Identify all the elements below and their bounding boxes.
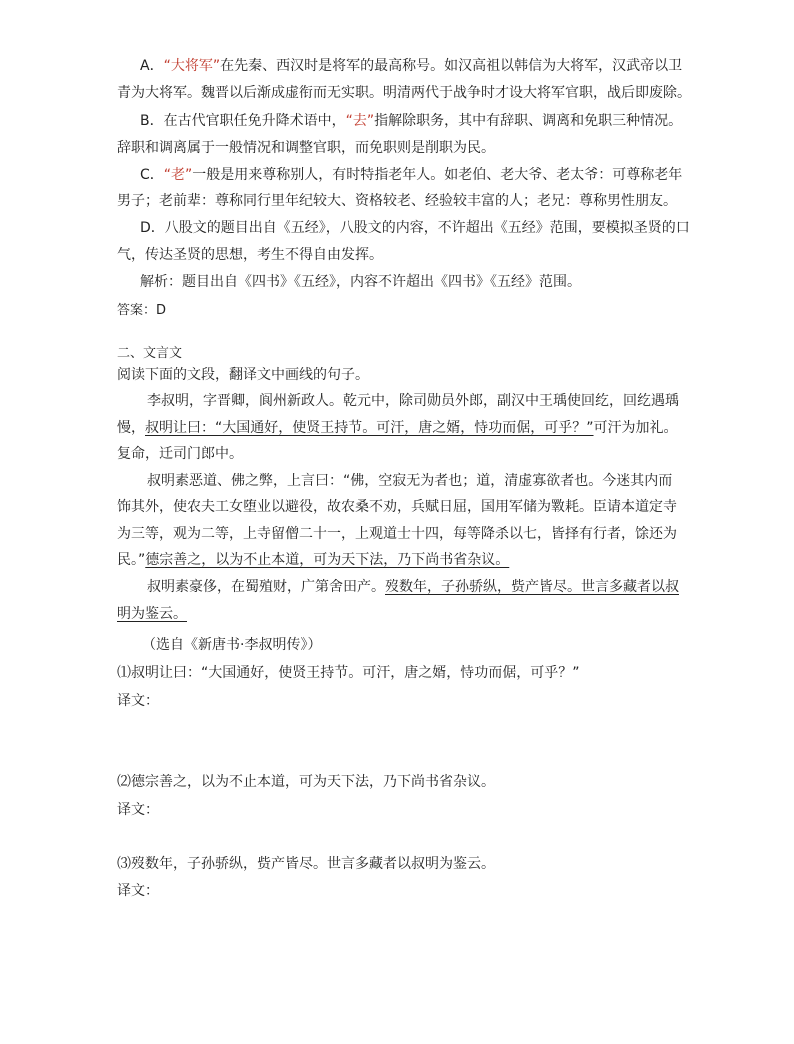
question-1-translation-label: 译文：: [117, 693, 159, 709]
passage-p3-line-1: [147, 578, 679, 596]
underlined-sentence-1: 叔明让曰：“大国通好，使贤王持节。可汗，唐之婿，恃功而倨，可乎？”: [145, 420, 594, 436]
option-b-text-pre: B．在古代官职任免升降术语中，: [140, 113, 346, 129]
underlined-sentence-3-cont: 明为鉴云。: [117, 606, 187, 622]
source-citation: （选自《新唐书·李叔明传》）: [142, 637, 322, 653]
option-a-line-1: [140, 57, 682, 75]
option-b-quoted-term: “去”: [345, 113, 375, 129]
passage-p1-text-pre: 慢，: [117, 420, 145, 436]
option-d-line-2: 气，传达圣贤的思想，考生不得自由发挥。: [117, 247, 383, 263]
option-c-text: 一般是用来尊称别人，有时特指老年人。如老伯、老大爷、老太爷：可尊称老年: [192, 167, 683, 183]
option-b-text-post: 指解除职务，其中有辞职、调离和免职三种情况。: [374, 113, 683, 129]
option-c-line-2: 男子；老前辈：尊称同行里年纪较大、资格较老、经验较丰富的人；老兄：尊称男性朋友。: [117, 193, 677, 209]
passage-p1-line-2: [117, 419, 678, 437]
option-a-text: 在先秦、西汉时是将军的最高称号。如汉高祖以韩信为大将军，汉武帝以卫: [220, 58, 683, 74]
section-heading: 二、文言文: [117, 346, 183, 361]
underlined-sentence-3: 歿数年，子孙骄纵，赀产皆尽。世言多藏者以叔: [385, 579, 679, 595]
option-c-line-1: [140, 166, 682, 184]
passage-p2-line-3: 为三等，观为二等，上寺留僧二十一，上观道士十四，每等降杀以七，皆择有行者，馀还为: [117, 526, 677, 542]
passage-p3-text-pre: 叔明素豪侈，在蜀殖财，广第舍田产。: [147, 579, 385, 595]
passage-p1-line-3: 复命，迁司门郎中。: [117, 446, 243, 462]
option-c-quoted-term: “老”: [163, 167, 193, 183]
question-3: ⑶歿数年，子孙骄纵，赀产皆尽。世言多藏者以叔明为鉴云。: [117, 856, 495, 872]
option-d-line-1: D．八股文的题目出自《五经》，八股文的内容，不许超出《五经》范围，要模拟圣贤的口: [140, 220, 690, 236]
underlined-sentence-2: 德宗善之，以为不止本道，可为天下法，乃下尚书省杂议。: [145, 552, 510, 568]
option-b-line-2: 辞职和调离属于一般情况和调整官职，而免职则是削职为民。: [117, 140, 495, 156]
option-a-quoted-term: “大将军”: [163, 58, 221, 74]
passage-p1-text-post: 可汗为加礼。: [593, 420, 678, 436]
option-a-prefix: A．: [140, 58, 164, 74]
question-1: ⑴叔明让曰：“大国通好，使贤王持节。可汗，唐之婿，恃功而倨，可乎？”: [117, 665, 580, 681]
passage-p2-text-pre: 民。”: [117, 552, 146, 568]
option-c-prefix: C．: [140, 167, 164, 183]
passage-p3-line-2: [117, 605, 187, 623]
answer-text: 答案：D: [117, 303, 167, 318]
question-3-translation-label: 译文：: [117, 883, 159, 899]
passage-p1-line-1: 李叔明，字晋卿，阆州新政人。乾元中，除司勋员外郎，副汉中王瑀使回纥，回纥遇瑀: [147, 393, 679, 409]
option-b-line-1: [140, 112, 682, 130]
passage-p2-line-1: 叔明素恶道、佛之弊，上言曰：“佛，空寂无为者也；道，清虚寡欲者也。今迷其内而: [147, 473, 673, 489]
question-2: ⑵德宗善之，以为不止本道，可为天下法，乃下尚书省杂议。: [117, 774, 495, 790]
question-2-translation-label: 译文：: [117, 802, 159, 818]
analysis-text: 解析：题目出自《四书》《五经》，内容不许超出《四书》《五经》范围。: [140, 274, 581, 290]
passage-p2-line-2: 饰其外，使农夫工女堕业以避役，故农桑不劝，兵赋日屈，国用军储为斁耗。臣请本道定寺: [117, 499, 677, 515]
passage-p2-line-4: [117, 551, 509, 569]
section-instruction: 阅读下面的文段，翻译文中画线的句子。: [117, 367, 369, 383]
option-a-line-2: 青为大将军。魏晋以后渐成虚衔而无实职。明清两代于战争时才设大将军官职，战后即废除。: [117, 85, 691, 101]
